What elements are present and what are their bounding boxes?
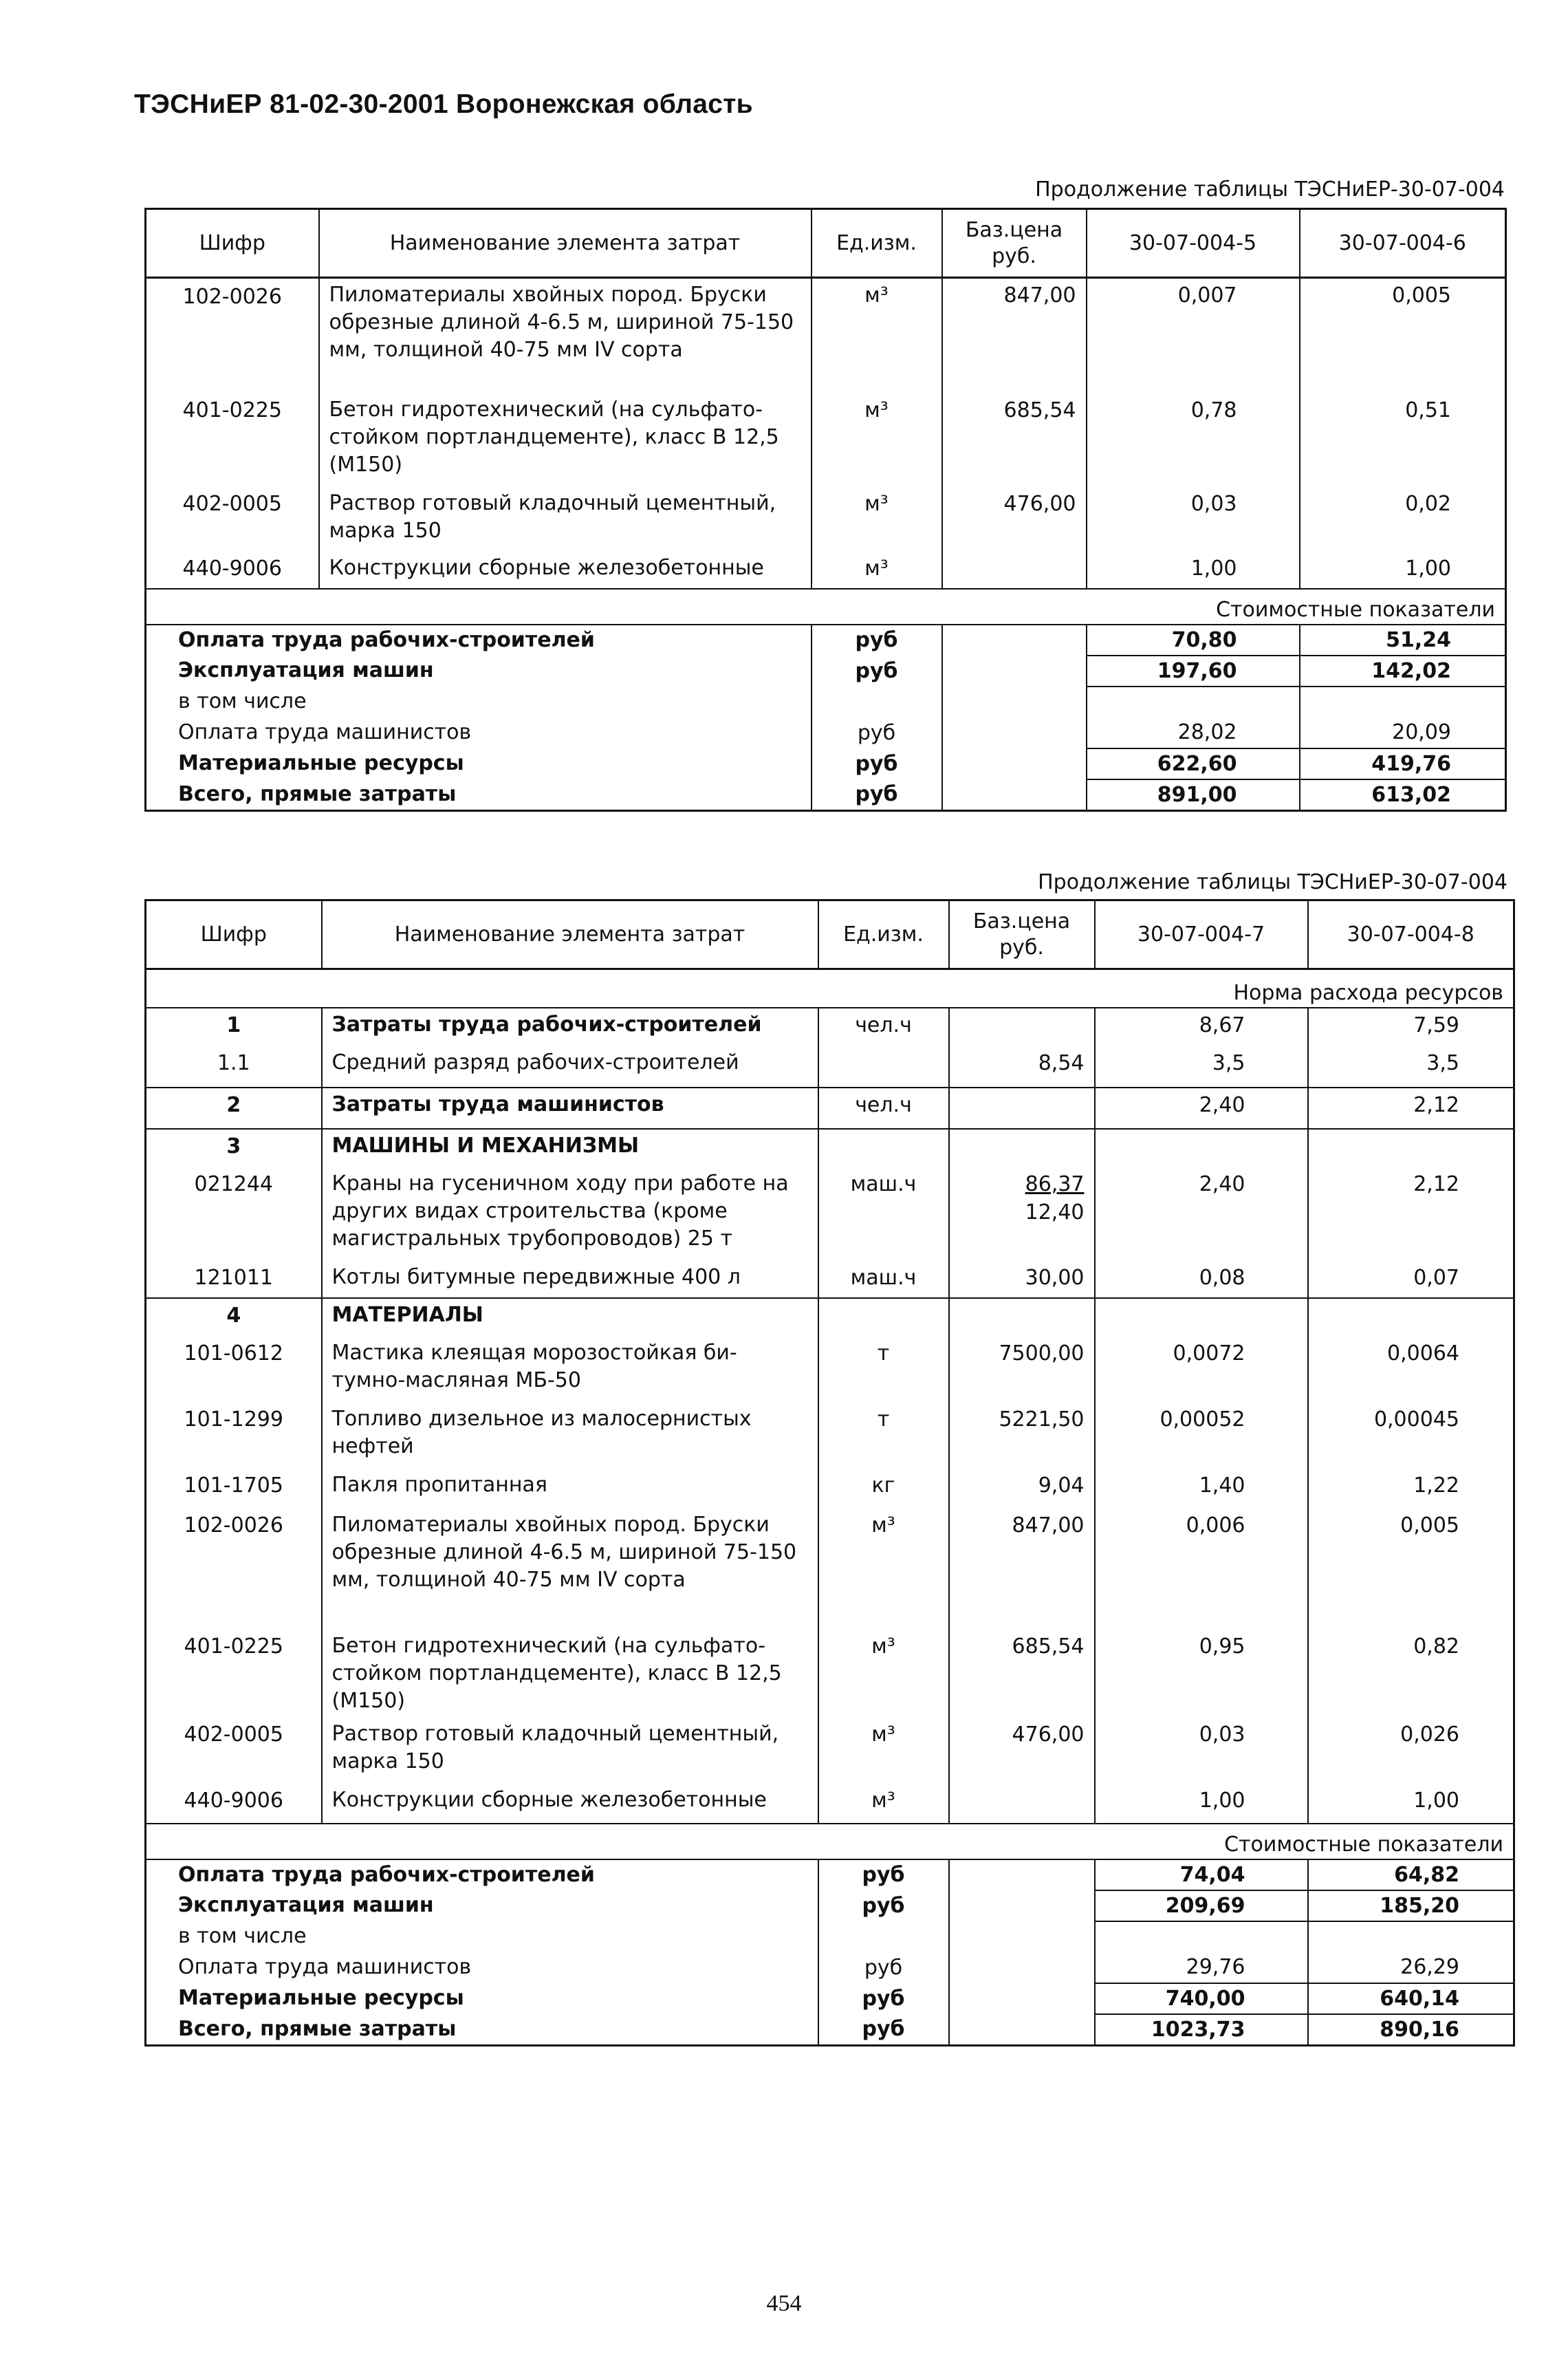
cost-row bbox=[146, 687, 1506, 717]
cost-value-b: 185,20 bbox=[1308, 1890, 1514, 1921]
norm-header-row bbox=[146, 969, 1514, 1008]
table-row bbox=[146, 1403, 1514, 1469]
cost-header-row bbox=[146, 1824, 1514, 1859]
document-title: ТЭСНиЕР 81-02-30-2001 Воронежская область bbox=[134, 89, 753, 119]
row-price: 847,00 bbox=[942, 278, 1087, 393]
row-name: Бетон гидротехнический (на сульфато-стойком портландцементе), класс В 12,5 (М150) bbox=[322, 1630, 818, 1718]
row-unit: чел.ч bbox=[818, 1088, 949, 1129]
cost-value-b: 26,29 bbox=[1308, 1952, 1514, 1983]
cost-value-b: 419,76 bbox=[1300, 748, 1506, 779]
row-price bbox=[949, 1167, 1095, 1261]
row-code: 121011 bbox=[146, 1261, 322, 1298]
cost-label: в том числе bbox=[146, 687, 812, 717]
row-code: 401-0225 bbox=[146, 393, 319, 487]
cost-price-empty bbox=[949, 1890, 1095, 1921]
row-value-b: 2,12 bbox=[1308, 1088, 1514, 1129]
cost-row bbox=[146, 779, 1506, 811]
cost-price-empty bbox=[942, 625, 1087, 656]
cost-label: Эксплуатация машин bbox=[146, 656, 812, 687]
row-value-b: 1,22 bbox=[1308, 1469, 1514, 1509]
row-value-b: 0,026 bbox=[1308, 1718, 1514, 1784]
row-name: Краны на гусеничном ходу при работе на других видах строительства (кроме магистральных трубопроводов) 25 т bbox=[322, 1167, 818, 1261]
row-price bbox=[942, 552, 1087, 589]
table-row bbox=[146, 1046, 1514, 1088]
row-name: Бетон гидротехнический (на сульфато-стойком портландцементе), класс В 12,5 (М150) bbox=[319, 393, 812, 487]
cost-unit: руб bbox=[818, 1952, 949, 1983]
cost-price-empty bbox=[949, 2014, 1095, 2046]
row-price bbox=[949, 1129, 1095, 1167]
table-row bbox=[146, 278, 1506, 393]
table-row bbox=[146, 1008, 1514, 1046]
table-row bbox=[146, 393, 1506, 487]
row-value-b: 0,51 bbox=[1300, 393, 1506, 487]
cost-label: Эксплуатация машин bbox=[146, 1890, 818, 1921]
row-name: Топливо дизельное из малосернистых нефтей bbox=[322, 1403, 818, 1469]
col-header-unit: Ед.изм. bbox=[818, 900, 949, 969]
price-denominator: 12,40 bbox=[1025, 1200, 1085, 1224]
row-price: 476,00 bbox=[949, 1718, 1095, 1784]
col-header-a: 30-07-004-5 bbox=[1087, 209, 1300, 278]
col-header-code: Шифр bbox=[146, 900, 322, 969]
cost-row bbox=[146, 1890, 1514, 1921]
cost-value-a bbox=[1087, 687, 1300, 717]
row-value-a: 1,00 bbox=[1087, 552, 1300, 589]
row-code: 440-9006 bbox=[146, 1784, 322, 1824]
row-value-a: 2,40 bbox=[1095, 1088, 1308, 1129]
cost-value-a: 28,02 bbox=[1087, 717, 1300, 748]
cost-value-b: 613,02 bbox=[1300, 779, 1506, 811]
row-value-a: 8,67 bbox=[1095, 1008, 1308, 1046]
cost-price-empty bbox=[942, 779, 1087, 811]
row-value-a: 0,03 bbox=[1095, 1718, 1308, 1784]
cost-price-empty bbox=[949, 1921, 1095, 1952]
row-unit: м³ bbox=[812, 487, 942, 552]
cost-unit: руб bbox=[812, 717, 942, 748]
cost-row bbox=[146, 1983, 1514, 2014]
row-name: МАТЕРИАЛЫ bbox=[322, 1298, 818, 1337]
row-unit bbox=[818, 1298, 949, 1337]
cost-unit: руб bbox=[812, 748, 942, 779]
col-header-name: Наименование элемента затрат bbox=[319, 209, 812, 278]
row-value-a: 0,0072 bbox=[1095, 1337, 1308, 1403]
row-value-a: 2,40 bbox=[1095, 1167, 1308, 1261]
row-value-b bbox=[1308, 1298, 1514, 1337]
row-value-b: 0,82 bbox=[1308, 1630, 1514, 1718]
row-name: Мастика клеящая морозостойкая би-тумно-масляная МБ-50 bbox=[322, 1337, 818, 1403]
table-row bbox=[146, 1630, 1514, 1718]
row-code: 3 bbox=[146, 1129, 322, 1167]
row-value-a: 0,006 bbox=[1095, 1509, 1308, 1630]
table2-continuation-label: Продолжение таблицы ТЭСНиЕР-30-07-004 bbox=[1038, 870, 1507, 894]
row-code: 102-0026 bbox=[146, 278, 319, 393]
cost-price-empty bbox=[942, 748, 1087, 779]
norm-header: Норма расхода ресурсов bbox=[146, 969, 1514, 1008]
row-unit: м³ bbox=[818, 1784, 949, 1824]
row-price bbox=[949, 1008, 1095, 1046]
cost-label: Оплата труда рабочих-строителей bbox=[146, 1859, 818, 1890]
row-value-b: 3,5 bbox=[1308, 1046, 1514, 1088]
cost-value-a: 197,60 bbox=[1087, 656, 1300, 687]
row-value-b: 0,00045 bbox=[1308, 1403, 1514, 1469]
cost-label: Оплата труда машинистов bbox=[146, 1952, 818, 1983]
cost-value-b bbox=[1300, 687, 1506, 717]
row-value-b: 7,59 bbox=[1308, 1008, 1514, 1046]
cost-row bbox=[146, 1952, 1514, 1983]
cost-value-a bbox=[1095, 1921, 1308, 1952]
cost-header-row bbox=[146, 589, 1506, 625]
cost-unit: руб bbox=[812, 779, 942, 811]
cost-value-b: 142,02 bbox=[1300, 656, 1506, 687]
cost-unit: руб bbox=[818, 1890, 949, 1921]
table-row bbox=[146, 1784, 1514, 1824]
row-code: 402-0005 bbox=[146, 1718, 322, 1784]
table-row bbox=[146, 1088, 1514, 1129]
price-numerator: 86,37 bbox=[1025, 1171, 1085, 1196]
table-row bbox=[146, 1337, 1514, 1403]
cost-label: Материальные ресурсы bbox=[146, 748, 812, 779]
row-price bbox=[949, 1088, 1095, 1129]
col-header-b: 30-07-004-6 bbox=[1300, 209, 1506, 278]
table2 bbox=[144, 899, 1515, 2047]
row-name: Раствор готовый кладочный цементный, марка 150 bbox=[319, 487, 812, 552]
cost-value-a: 29,76 bbox=[1095, 1952, 1308, 1983]
cost-row bbox=[146, 717, 1506, 748]
cost-price-empty bbox=[949, 1952, 1095, 1983]
row-value-a: 0,007 bbox=[1087, 278, 1300, 393]
row-price bbox=[949, 1784, 1095, 1824]
row-price: 685,54 bbox=[942, 393, 1087, 487]
row-unit: кг bbox=[818, 1469, 949, 1509]
row-name: Пакля пропитанная bbox=[322, 1469, 818, 1509]
cost-unit bbox=[812, 687, 942, 717]
row-price: 9,04 bbox=[949, 1469, 1095, 1509]
table1-continuation-label: Продолжение таблицы ТЭСНиЕР-30-07-004 bbox=[1035, 177, 1505, 202]
row-name: Раствор готовый кладочный цементный, марка 150 bbox=[322, 1718, 818, 1784]
row-value-b: 1,00 bbox=[1308, 1784, 1514, 1824]
table-row bbox=[146, 1718, 1514, 1784]
row-name: Котлы битумные передвижные 400 л bbox=[322, 1261, 818, 1298]
row-value-a: 0,95 bbox=[1095, 1630, 1308, 1718]
row-value-a: 0,08 bbox=[1095, 1261, 1308, 1298]
cost-value-a: 740,00 bbox=[1095, 1983, 1308, 2014]
row-unit: чел.ч bbox=[818, 1008, 949, 1046]
row-code: 021244 bbox=[146, 1167, 322, 1261]
row-unit: т bbox=[818, 1403, 949, 1469]
cost-header: Стоимостные показатели bbox=[146, 589, 1506, 625]
cost-unit: руб bbox=[818, 1983, 949, 2014]
row-code: 2 bbox=[146, 1088, 322, 1129]
row-unit: м³ bbox=[818, 1718, 949, 1784]
row-value-a bbox=[1095, 1298, 1308, 1337]
row-name: Конструкции сборные железобетонные bbox=[319, 552, 812, 589]
row-value-b: 0,07 bbox=[1308, 1261, 1514, 1298]
cost-unit: руб bbox=[818, 1859, 949, 1890]
row-price: 7500,00 bbox=[949, 1337, 1095, 1403]
cost-value-b bbox=[1308, 1921, 1514, 1952]
row-unit: маш.ч bbox=[818, 1261, 949, 1298]
row-code: 4 bbox=[146, 1298, 322, 1337]
col-header-b: 30-07-004-8 bbox=[1308, 900, 1514, 969]
row-name: Затраты труда машинистов bbox=[322, 1088, 818, 1129]
cost-row bbox=[146, 2014, 1514, 2046]
row-code: 401-0225 bbox=[146, 1630, 322, 1718]
row-value-b: 2,12 bbox=[1308, 1167, 1514, 1261]
cost-label: в том числе bbox=[146, 1921, 818, 1952]
row-price bbox=[949, 1298, 1095, 1337]
row-price: 5221,50 bbox=[949, 1403, 1095, 1469]
cost-value-a: 891,00 bbox=[1087, 779, 1300, 811]
row-code: 1 bbox=[146, 1008, 322, 1046]
cost-unit: руб bbox=[812, 625, 942, 656]
row-value-a: 3,5 bbox=[1095, 1046, 1308, 1088]
row-name: МАШИНЫ И МЕХАНИЗМЫ bbox=[322, 1129, 818, 1167]
table-row bbox=[146, 1167, 1514, 1261]
table-row bbox=[146, 1469, 1514, 1509]
row-unit: м³ bbox=[818, 1630, 949, 1718]
row-name: Средний разряд рабочих-строителей bbox=[322, 1046, 818, 1088]
row-code: 102-0026 bbox=[146, 1509, 322, 1630]
cost-value-a: 209,69 bbox=[1095, 1890, 1308, 1921]
col-header-unit: Ед.изм. bbox=[812, 209, 942, 278]
row-name: Пиломатериалы хвойных пород. Бруски обрезные длиной 4-6.5 м, шириной 75-150 мм, толщиной 40-75 мм IV сорта bbox=[322, 1509, 818, 1630]
cost-unit bbox=[818, 1921, 949, 1952]
cost-label: Материальные ресурсы bbox=[146, 1983, 818, 2014]
cost-value-a: 74,04 bbox=[1095, 1859, 1308, 1890]
row-unit: маш.ч bbox=[818, 1167, 949, 1261]
col-header-code: Шифр bbox=[146, 209, 319, 278]
cost-label: Всего, прямые затраты bbox=[146, 779, 812, 811]
row-code: 101-1299 bbox=[146, 1403, 322, 1469]
row-unit: т bbox=[818, 1337, 949, 1403]
row-value-b: 0,0064 bbox=[1308, 1337, 1514, 1403]
col-header-price: Баз.цена руб. bbox=[942, 209, 1087, 278]
cost-unit: руб bbox=[812, 656, 942, 687]
table-row bbox=[146, 1298, 1514, 1337]
row-value-a: 0,00052 bbox=[1095, 1403, 1308, 1469]
row-code: 101-1705 bbox=[146, 1469, 322, 1509]
row-value-b: 0,005 bbox=[1300, 278, 1506, 393]
cost-value-a: 622,60 bbox=[1087, 748, 1300, 779]
cost-unit: руб bbox=[818, 2014, 949, 2046]
cost-value-b: 64,82 bbox=[1308, 1859, 1514, 1890]
cost-price-empty bbox=[942, 656, 1087, 687]
cost-value-a: 70,80 bbox=[1087, 625, 1300, 656]
cost-row bbox=[146, 1859, 1514, 1890]
row-unit: м³ bbox=[812, 278, 942, 393]
cost-price-empty bbox=[949, 1859, 1095, 1890]
row-unit bbox=[818, 1046, 949, 1088]
row-value-a: 0,03 bbox=[1087, 487, 1300, 552]
cost-value-b: 890,16 bbox=[1308, 2014, 1514, 2046]
table-row bbox=[146, 487, 1506, 552]
col-header-name: Наименование элемента затрат bbox=[322, 900, 818, 969]
row-unit: м³ bbox=[812, 552, 942, 589]
row-unit: м³ bbox=[818, 1509, 949, 1630]
cost-label: Оплата труда рабочих-строителей bbox=[146, 625, 812, 656]
row-value-b bbox=[1308, 1129, 1514, 1167]
page-number: 454 bbox=[766, 2291, 802, 2316]
row-name: Пиломатериалы хвойных пород. Бруски обрезные длиной 4-6.5 м, шириной 75-150 мм, толщиной 40-75 мм IV сорта bbox=[319, 278, 812, 393]
row-value-a: 1,00 bbox=[1095, 1784, 1308, 1824]
cost-header: Стоимостные показатели bbox=[146, 1824, 1514, 1859]
row-value-b: 0,005 bbox=[1308, 1509, 1514, 1630]
row-name: Затраты труда рабочих-строителей bbox=[322, 1008, 818, 1046]
row-price: 30,00 bbox=[949, 1261, 1095, 1298]
row-unit: м³ bbox=[812, 393, 942, 487]
table-row bbox=[146, 1261, 1514, 1298]
row-code: 101-0612 bbox=[146, 1337, 322, 1403]
cost-value-b: 51,24 bbox=[1300, 625, 1506, 656]
cost-value-b: 640,14 bbox=[1308, 1983, 1514, 2014]
row-price: 476,00 bbox=[942, 487, 1087, 552]
table1 bbox=[144, 208, 1507, 812]
cost-row bbox=[146, 656, 1506, 687]
cost-row bbox=[146, 748, 1506, 779]
price-fraction bbox=[1025, 1170, 1085, 1227]
table-row bbox=[146, 1509, 1514, 1630]
table-row bbox=[146, 1129, 1514, 1167]
row-value-a: 0,78 bbox=[1087, 393, 1300, 487]
row-code: 440-9006 bbox=[146, 552, 319, 589]
cost-price-empty bbox=[942, 687, 1087, 717]
row-name: Конструкции сборные железобетонные bbox=[322, 1784, 818, 1824]
row-price: 847,00 bbox=[949, 1509, 1095, 1630]
row-price: 8,54 bbox=[949, 1046, 1095, 1088]
row-code: 402-0005 bbox=[146, 487, 319, 552]
row-price: 685,54 bbox=[949, 1630, 1095, 1718]
row-value-a: 1,40 bbox=[1095, 1469, 1308, 1509]
cost-price-empty bbox=[949, 1983, 1095, 2014]
cost-label: Оплата труда машинистов bbox=[146, 717, 812, 748]
table-row bbox=[146, 552, 1506, 589]
row-unit bbox=[818, 1129, 949, 1167]
row-value-a bbox=[1095, 1129, 1308, 1167]
row-value-b: 1,00 bbox=[1300, 552, 1506, 589]
cost-row bbox=[146, 1921, 1514, 1952]
cost-value-b: 20,09 bbox=[1300, 717, 1506, 748]
row-value-b: 0,02 bbox=[1300, 487, 1506, 552]
cost-row bbox=[146, 625, 1506, 656]
col-header-a: 30-07-004-7 bbox=[1095, 900, 1308, 969]
cost-label: Всего, прямые затраты bbox=[146, 2014, 818, 2046]
col-header-price: Баз.цена руб. bbox=[949, 900, 1095, 969]
cost-price-empty bbox=[942, 717, 1087, 748]
row-code: 1.1 bbox=[146, 1046, 322, 1088]
cost-value-a: 1023,73 bbox=[1095, 2014, 1308, 2046]
